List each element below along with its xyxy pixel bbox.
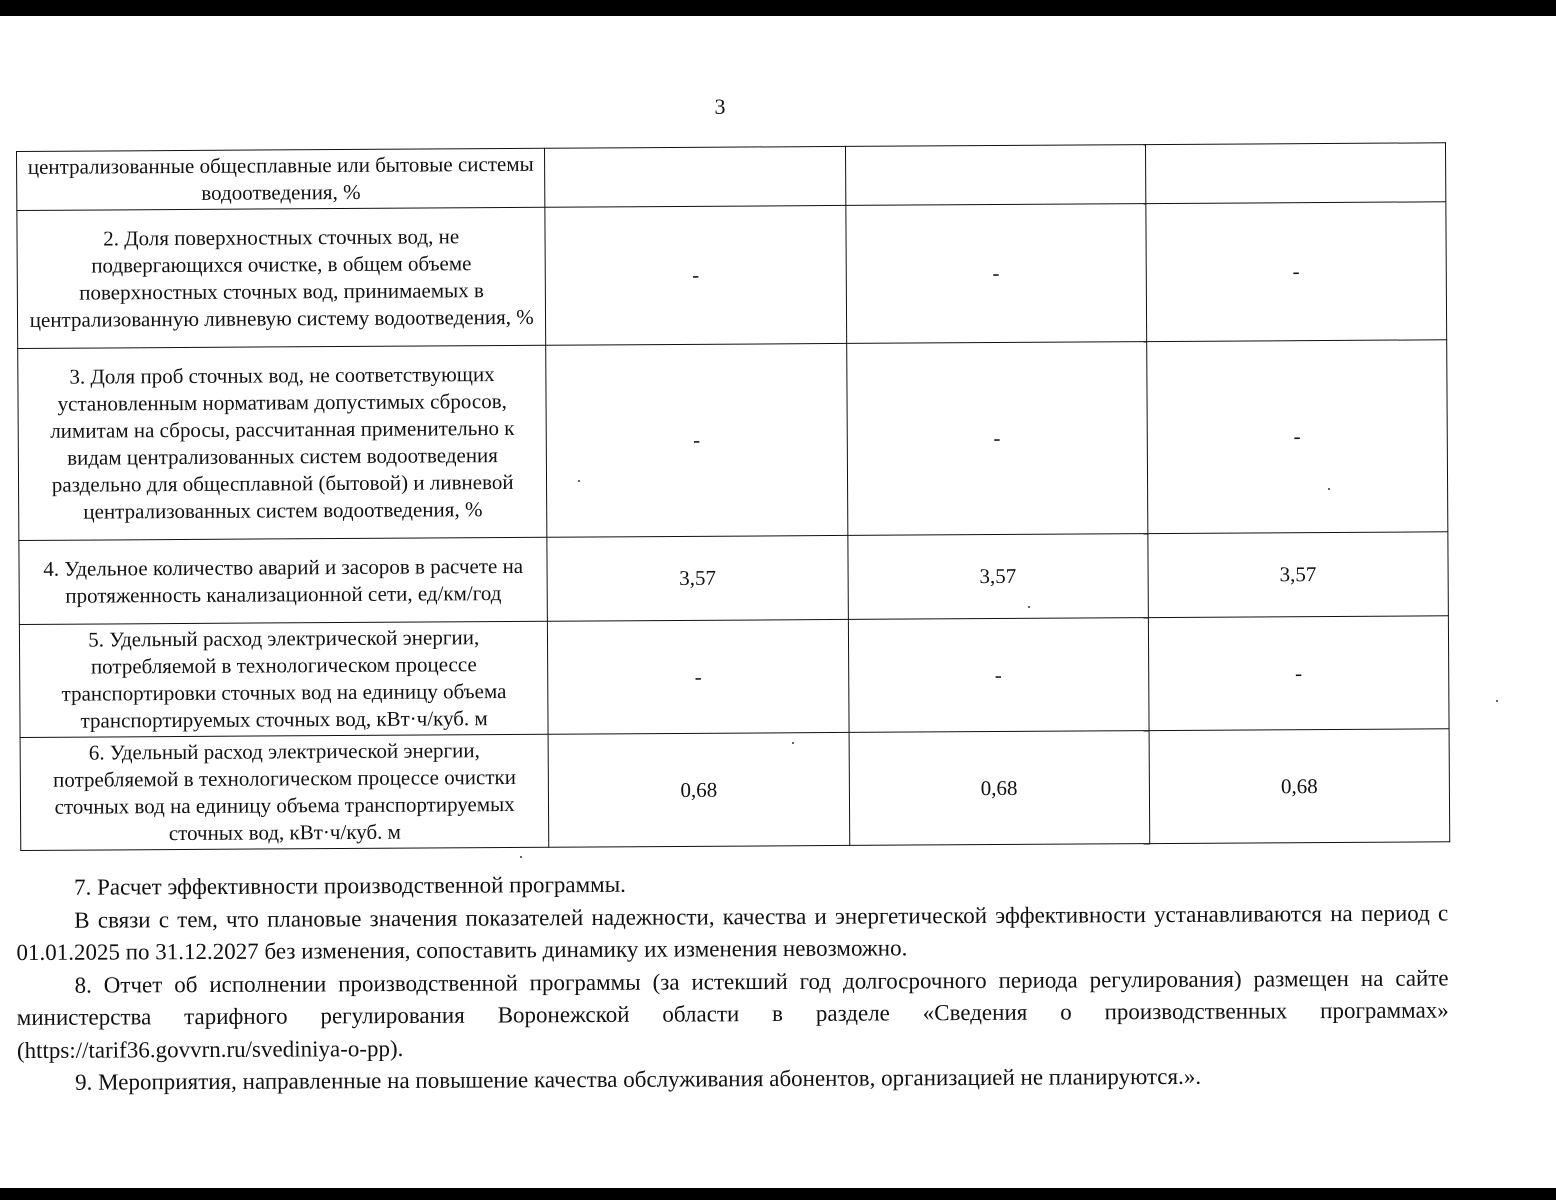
scan-top-border [0,0,1556,16]
body-text [16,865,1449,1100]
value-cell: - [1146,202,1447,342]
indicator-name-cell: 3. Доля проб сточных вод, не соответствующих установленным нормативам допустимых сбросов, лимитам на сбросы, рассчитанная применительно к видам централизованных систем водоотведения раздельно для общесплавной (бытовой) и ливневой централизованных систем водоотведения, % [18,345,548,540]
value-cell [545,146,846,207]
value-cell: 0,68 [1149,729,1450,844]
value-cell: 3,57 [1148,532,1449,618]
value-cell [1145,143,1446,204]
value-cell: - [845,204,1146,344]
scan-speck [578,480,580,482]
indicator-name-cell: 5. Удельный расход электрической энергии, потребляемой в технологическом процессе транспортировки сточных вод на единицу объема транспортируемых сточных вод, кВт·ч/куб. м [19,621,548,737]
table-row [19,616,1449,738]
value-cell: - [1146,340,1447,534]
indicator-name-cell: 4. Удельное количество аварий и засоров в расчете на протяженность канализационной сети, ед/км/год [19,537,548,624]
table-row [17,202,1447,349]
scan-speck [1496,700,1498,702]
value-cell: 3,57 [547,535,848,621]
value-cell: - [545,205,846,345]
section-7-paragraph: В связи с тем, что плановые значения показателей надежности, качества и энергетической эффективности устанавливаются на период с 01.01.2025 по 31.12.2027 без изменения, сопоставить динамику их изменения невозможно. [16,900,1449,965]
indicator-name-cell: централизованные общесплавные или бытовые системы водоотведения, % [17,148,546,210]
value-cell: 0,68 [849,731,1150,846]
value-cell: 0,68 [548,732,849,847]
scan-speck [792,742,794,744]
page-number: 3 [714,94,726,119]
value-cell: - [546,343,847,537]
table-row [18,340,1448,541]
value-cell [845,145,1146,206]
scan-speck [520,856,522,858]
section-7-heading: 7. Расчет эффективности производственной программы. [74,871,626,900]
scan-speck [1028,606,1030,608]
indicators-table-container [16,142,1450,851]
table-row [19,532,1448,625]
section-8-paragraph: 8. Отчет об исполнении производственной программы (за истекший год долгосрочного периода регулирования) размещен на сайте министерства тарифного регулирования Воронежской области в разделе «Сведения о производственных программах» (https://tarif36.govvrn.ru/svediniya-o-pp). [16,965,1449,1063]
section-9-paragraph: 9. Мероприятия, направленные на повышение качества обслуживания абонентов, организацией не планируются.». [75,1063,1202,1095]
value-cell: - [846,342,1147,536]
table-row [20,729,1450,851]
indicator-name-cell: 6. Удельный расход электрической энергии, потребляемой в технологическом процессе очистки сточных вод на единицу объема транспортируемых сточных вод, кВт·ч/куб. м [20,734,549,850]
indicator-name-cell: 2. Доля поверхностных сточных вод, не подвергающихся очистке, в общем объеме поверхностных сточных вод, принимаемых в централизованную ливневую систему водоотведения, % [17,207,546,348]
value-cell: - [548,619,849,734]
scan-bottom-border [0,1188,1556,1200]
value-cell: 3,57 [847,534,1148,620]
value-cell: - [848,618,1149,733]
scan-speck [1328,488,1330,490]
value-cell: - [1148,616,1449,731]
indicators-table [16,142,1450,851]
table-row [17,143,1446,211]
